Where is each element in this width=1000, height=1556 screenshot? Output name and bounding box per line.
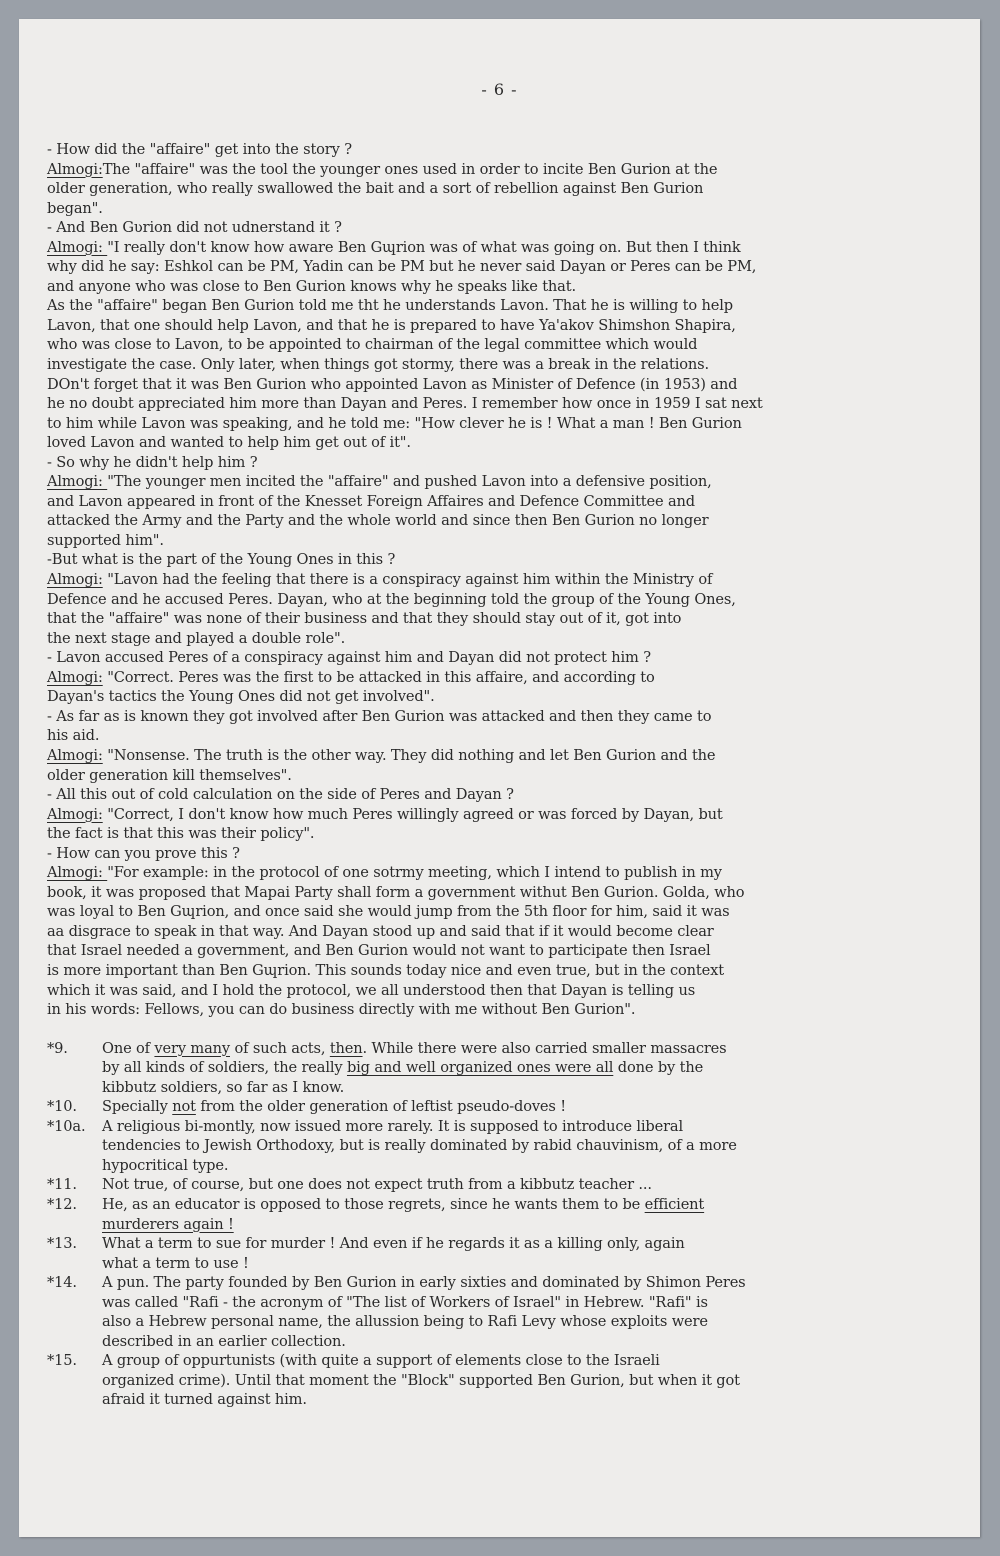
text-line [47,766,977,786]
text-line [47,257,977,277]
line-text: described in an earlier collection. [102,1332,346,1350]
interviewer-question [47,648,977,668]
footnote-label: *10a. [47,1117,86,1135]
line-text: Not true, of course, but one does not expect truth from a kibbutz teacher ... [102,1176,652,1194]
text-line [47,199,977,219]
line-text: Dayan's tactics the Young Ones did not get involved". [47,688,435,706]
footnote-item [47,1117,977,1176]
text-line [47,824,977,844]
text-line [47,375,977,395]
interviewer-question [47,453,977,473]
footnote-label: *14. [47,1274,77,1292]
almogi-answer [47,746,977,785]
line-text: The "affaire" was the tool the younger ones used in order to incite Ben Gurion at the [102,160,718,178]
speaker-label: Almogi: [47,160,103,178]
underlined-text: not [172,1098,196,1116]
line-text: Defence and he accused Peres. Dayan, who at the beginning told the group of the Young Ones, [47,590,736,608]
line-text: Lavon, that one should help Lavon, and that he is prepared to have Ya'akov Shimshon Shapira, [47,316,736,334]
text-line [102,1332,977,1352]
text-line [47,961,977,981]
text-line [102,1390,977,1410]
line-text: loved Lavon and wanted to help him get out of it". [47,434,411,452]
interview-section [47,140,977,1020]
line-text: and Lavon appeared in front of the Knesset Foreign Affaires and Defence Committee and [47,492,695,510]
line-text: Specially [102,1098,173,1116]
line-text: - So why he didn't help him ? [47,453,258,471]
interviewer-question [47,550,977,570]
line-text: older generation, who really swallowed the bait and a sort of rebellion against Ben Gurion [47,180,704,198]
text-line [47,511,977,531]
text-line [47,335,977,355]
almogi-answer [47,472,977,550]
text-line [102,1293,977,1313]
footnote-item [47,1195,977,1234]
underlined-text: efficient [644,1195,705,1213]
text-line [47,238,977,258]
line-text: who was close to Lavon, to be appointed to chairman of the legal committee which would [47,336,698,354]
text-line [102,1117,977,1137]
line-text: "I really don't know how aware Ben Gɰrion was of what was going on. But then I think [107,238,741,256]
line-text: why did he say: Eshkol can be PM, Yadin can be PM but he never said Dayan or Peres can be PM, [47,258,757,276]
line-text: organized crime). Until that moment the "Block" supported Ben Gurion, but when it got [102,1371,740,1389]
almogi-answer [47,805,977,844]
speaker-label: Almogi: [47,668,103,686]
interviewer-question [47,785,977,805]
line-text: supported him". [47,531,164,549]
line-text: "The younger men incited the "affaire" and pushed Lavon into a defensive position, [107,473,712,491]
text-line [47,570,977,590]
line-text: the next stage and played a double role". [47,629,346,647]
footnote-label: *15. [47,1352,77,1370]
document-page [19,19,980,1537]
line-text: is more important than Ben Gɰrion. This sounds today nice and even true, but in the context [47,961,724,979]
text-line [102,1351,977,1371]
footnote-item [47,1351,977,1410]
footnote-text [102,1175,977,1195]
line-text: the fact is that this was their policy". [47,825,315,843]
line-text: What a term to sue for murder ! And even if he regards it as a killing only, again [102,1235,685,1253]
text-line [47,316,977,336]
text-line [47,472,977,492]
line-text: that the "affaire" was none of their business and that they should stay out of it, got into [47,610,682,628]
text-line [102,1195,977,1215]
text-line [47,277,977,297]
text-line [47,531,977,551]
footnote-label: *11. [47,1176,77,1194]
text-line [47,179,977,199]
text-line [47,355,977,375]
footnote-item [47,1234,977,1273]
text-line [47,629,977,649]
text-line [102,1058,977,1078]
line-text: hypocritical type. [102,1156,229,1174]
text-line [102,1078,977,1098]
text-line [102,1234,977,1254]
text-line [47,863,977,883]
line-text: began". [47,199,103,217]
text-line [47,550,977,570]
footnote-label: *13. [47,1235,77,1253]
line-text: - How did the "affaire" get into the story ? [47,141,352,158]
text-line [47,805,977,825]
line-text: that Israel needed a government, and Ben Gurion would not want to participate then Israel [47,942,711,960]
line-text: One of [102,1039,155,1057]
text-line [47,394,977,414]
line-text: He, as an educator is opposed to those regrets, since he wants them to be [102,1195,645,1213]
footnote-text [102,1234,977,1273]
interviewer-question [47,140,977,160]
footnote-text [102,1117,977,1176]
text-line [47,218,977,238]
speaker-label: Almogi: [47,238,108,256]
text-line [102,1097,977,1117]
line-text: and anyone who was close to Ben Gurion knows why he speaks like that. [47,277,576,295]
footnote-text [102,1097,977,1117]
almogi-answer [47,160,977,219]
line-text: what a term to use ! [102,1254,249,1272]
text-line [102,1273,977,1293]
footnotes-section [47,1039,977,1410]
interviewer-question [47,707,977,746]
text-line [47,453,977,473]
line-text: of such acts, [230,1039,330,1057]
text-line [47,296,977,316]
line-text: which it was said, and I hold the protocol, we all understood then that Dayan is telling us [47,981,696,999]
text-line [47,648,977,668]
interviewer-question [47,218,977,238]
text-line [47,609,977,629]
line-text: attacked the Army and the Party and the whole world and since then Ben Gurion no longer [47,512,709,530]
almogi-answer [47,238,977,453]
line-text: aa disgrace to speak in that way. And Dayan stood up and said that if it would become clear [47,922,714,940]
text-line [47,492,977,512]
footnote-item [47,1273,977,1351]
line-text: "For example: in the protocol of one sotrmy meeting, which I intend to publish in my [107,864,722,882]
line-text: done by the [613,1059,704,1077]
line-text: older generation kill themselves". [47,766,292,784]
footnote-item [47,1175,977,1195]
document-body [47,140,977,1410]
text-line [102,1136,977,1156]
underlined-text: big and well organized ones were all [346,1059,614,1077]
text-line [102,1156,977,1176]
line-text: "Lavon had the feeling that there is a conspiracy against him within the Ministry of [102,571,713,589]
line-text: to him while Lavon was speaking, and he told me: "How clever he is ! What a man ! Ben Gurion [47,414,742,432]
text-line [47,785,977,805]
line-text: he no doubt appreciated him more than Dayan and Peres. I remember how once in 1959 I sat next [47,395,763,413]
line-text: his aid. [47,727,100,745]
footnote-item [47,1097,977,1117]
line-text: book, it was proposed that Mapai Party shall form a government withut Ben Gurion. Golda, who [47,883,745,901]
line-text: - And Ben Gʋrion did not udnerstand it ? [47,219,342,237]
line-text: - All this out of cold calculation on the side of Peres and Dayan ? [47,786,514,804]
line-text: A group of oppurtunists (with quite a support of elements close to the Israeli [102,1352,660,1370]
footnote-text [102,1351,977,1410]
speaker-label: Almogi: [47,746,103,764]
text-line [47,687,977,707]
line-text: As the "affaire" began Ben Gurion told me tht he understands Lavon. That he is willing to help [47,297,733,315]
text-line [47,433,977,453]
line-text: afraid it turned against him. [102,1391,307,1409]
speaker-label: Almogi: [47,571,103,589]
text-line [47,1000,977,1020]
footnote-text [102,1195,977,1234]
line-text: from the older generation of leftist pseudo-doves ! [195,1098,566,1116]
text-line [47,746,977,766]
underlined-text: murderers again ! [102,1215,234,1233]
footnote-item [47,1039,977,1098]
text-line [102,1215,977,1235]
line-text: "Correct, I don't know how much Peres willingly agreed or was forced by Dayan, but [102,805,723,823]
line-text: - Lavon accused Peres of a conspiracy against him and Dayan did not protect him ? [47,649,651,667]
text-line [47,902,977,922]
underlined-text: very many [154,1039,230,1057]
text-line [47,160,977,180]
line-text: A pun. The party founded by Ben Gurion in early sixties and dominated by Shimon Peres [102,1274,746,1292]
text-line [47,726,977,746]
speaker-label: Almogi: [47,864,108,882]
line-text: also a Hebrew personal name, the allussion being to Rafi Levy whose exploits were [102,1313,708,1331]
line-text: by all kinds of soldiers, the really [102,1059,347,1077]
line-text: was loyal to Ben Gɰrion, and once said she would jump from the 5th floor for him, said it was [47,903,730,921]
interviewer-question [47,844,977,864]
page-number: - 6 - [481,80,518,99]
text-line [102,1371,977,1391]
text-line [102,1175,977,1195]
line-text: DOn't forget that it was Ben Gurion who appointed Lavon as Minister of Defence (in 1953) and [47,375,738,393]
speaker-label: Almogi: [47,473,108,491]
text-line [47,922,977,942]
line-text: - How can you prove this ? [47,844,240,862]
text-line [47,844,977,864]
line-text: investigate the case. Only later, when things got stormy, there was a break in the relations. [47,356,710,374]
footnote-label: *12. [47,1195,77,1213]
line-text: tendencies to Jewish Orthodoxy, but is really dominated by rabid chauvinism, of a more [102,1137,737,1155]
section-gap [47,1020,977,1039]
speaker-label: Almogi: [47,805,103,823]
text-line [47,590,977,610]
text-line [47,414,977,434]
line-text: "Nonsense. The truth is the other way. They did nothing and let Ben Gurion and the [102,746,716,764]
text-line [102,1039,977,1059]
line-text: -But what is the part of the Young Ones in this ? [47,551,396,569]
text-line [47,941,977,961]
text-line [47,883,977,903]
underlined-text: then [329,1039,363,1057]
text-line [47,668,977,688]
line-text: - As far as is known they got involved after Ben Gurion was attacked and then they came to [47,707,712,725]
almogi-answer [47,668,977,707]
almogi-answer [47,570,977,648]
text-line [102,1254,977,1274]
footnote-text [102,1039,977,1098]
text-line [47,707,977,727]
footnote-text [102,1273,977,1351]
footnote-label: *10. [47,1098,77,1116]
almogi-answer [47,863,977,1019]
footnote-label: *9. [47,1039,68,1057]
line-text: A religious bi-montly, now issued more rarely. It is supposed to introduce liberal [102,1117,683,1135]
text-line [102,1312,977,1332]
line-text: kibbutz soldiers, so far as I know. [102,1078,345,1096]
line-text: was called "Rafi - the acronym of "The list of Workers of Israel" in Hebrew. "Rafi" is [102,1293,708,1311]
text-line [47,140,977,160]
text-line [47,981,977,1001]
line-text: "Correct. Peres was the first to be attacked in this affaire, and according to [102,668,655,686]
line-text: . While there were also carried smaller massacres [362,1039,727,1057]
line-text: in his words: Fellows, you can do business directly with me without Ben Gurion". [47,1001,636,1019]
